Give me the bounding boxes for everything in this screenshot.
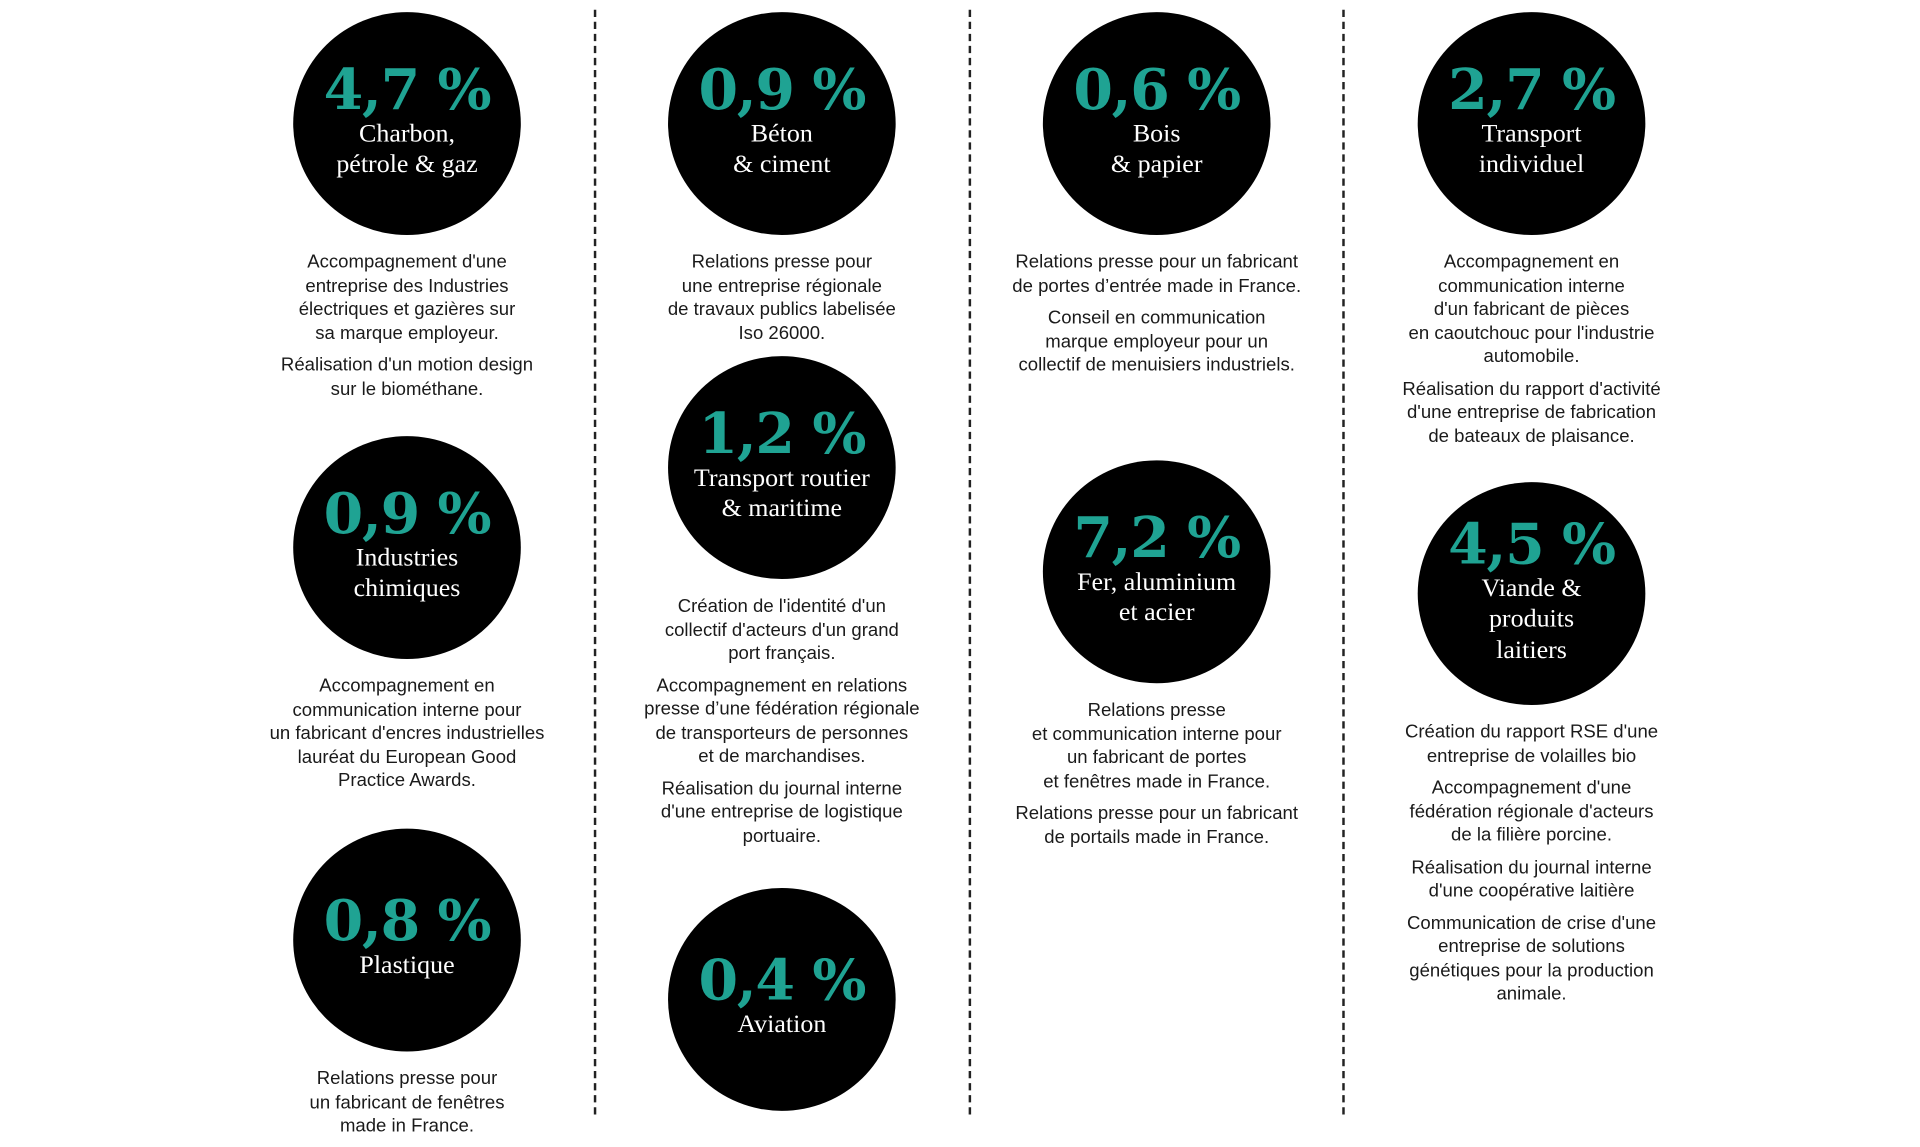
sector-percent: 4,7 % xyxy=(323,56,491,122)
sector-description xyxy=(1334,251,1730,448)
sector-percent: 0,8 % xyxy=(323,888,491,954)
sector-item xyxy=(584,888,980,1111)
description-paragraph: Conseil en communication marque employeur pour un collectif de menuisiers industriels. xyxy=(1018,307,1295,376)
sector-description xyxy=(959,251,1355,378)
sector-percent: 2,7 % xyxy=(1448,56,1615,122)
description-paragraph: Accompagnement en relations presse d’une fédération régionale de transporteurs de personnes et de marchandises. xyxy=(644,675,920,767)
description-paragraph: Réalisation du journal interne d'une entreprise de logistique portuaire. xyxy=(660,778,903,847)
sector-percent: 4,5 % xyxy=(1448,510,1615,577)
sector-badge xyxy=(1043,460,1271,683)
sector-item xyxy=(959,460,1355,857)
sector-item xyxy=(209,12,605,409)
sector-name: Fer, aluminium et acier xyxy=(1077,566,1237,627)
sector-description xyxy=(584,251,980,345)
description-paragraph: Création du rapport RSE d'une entreprise de volailles bio xyxy=(1404,721,1659,767)
sector-description xyxy=(1334,721,1730,1006)
sector-item xyxy=(584,356,980,856)
sector-percent: 7,2 % xyxy=(1073,504,1241,570)
sector-badge xyxy=(1418,482,1646,705)
sector-item xyxy=(959,12,1355,386)
sector-name: Viande & produits laitiers xyxy=(1481,572,1582,664)
sector-name: Béton & ciment xyxy=(733,118,831,179)
sector-item xyxy=(209,436,605,801)
sector-name: Bois & papier xyxy=(1110,118,1203,179)
description-paragraph: Accompagnement en communication interne pour un fabricant d'encres industrielles lauréat du European Good Practice Awards. xyxy=(269,675,545,792)
sector-badge xyxy=(668,888,896,1111)
description-paragraph: Relations presse pour un fabricant de fenêtres made in France. xyxy=(309,1068,505,1137)
sector-item xyxy=(1334,12,1730,457)
description-paragraph: Relations presse pour une entreprise régionale de travaux publics labelisée Iso 26000. xyxy=(667,251,896,344)
sector-name: Charbon, pétrole & gaz xyxy=(336,118,478,179)
description-paragraph: Relations presse pour un fabricant de portes d’entrée made in France. xyxy=(1012,251,1302,297)
sector-percent: 0,9 % xyxy=(698,56,866,122)
sector-badge xyxy=(1418,12,1646,235)
sector-name: Aviation xyxy=(737,1009,827,1039)
sector-percent: 0,6 % xyxy=(1073,56,1241,122)
sector-description xyxy=(209,675,605,793)
description-paragraph: Réalisation du journal interne d'une coopérative laitière xyxy=(1411,857,1652,902)
description-paragraph: Réalisation du rapport d'activité d'une entreprise de fabrication de bateaux de plaisance. xyxy=(1402,378,1661,447)
sector-name: Transport individuel xyxy=(1478,118,1585,179)
sector-badge xyxy=(1043,12,1271,235)
sector-badge xyxy=(293,829,521,1052)
sector-item xyxy=(584,12,980,354)
description-paragraph: Relations presse pour un fabricant de portails made in France. xyxy=(1015,803,1299,848)
sector-description xyxy=(584,595,980,848)
sector-name: Transport routier & maritime xyxy=(693,462,870,523)
sector-description xyxy=(959,699,1355,849)
sector-name: Plastique xyxy=(359,950,455,980)
sector-name: Industries chimiques xyxy=(353,542,461,603)
sector-badge xyxy=(293,12,521,235)
description-paragraph: Création de l'identité d'un collectif d'acteurs d'un grand port français. xyxy=(664,596,899,664)
sector-badge xyxy=(668,356,896,579)
description-paragraph: Réalisation d'un motion design sur le biométhane. xyxy=(280,354,534,400)
sector-percent: 0,4 % xyxy=(698,947,866,1014)
description-paragraph: Communication de crise d'une entreprise de solutions génétiques pour la production animale. xyxy=(1407,912,1657,1005)
sector-item xyxy=(209,829,605,1147)
description-paragraph: Accompagnement en communication interne d'un fabricant de pièces en caoutchouc pour l'industrie automobile. xyxy=(1408,251,1655,368)
sector-badge xyxy=(668,12,896,235)
description-paragraph: Relations presse et communication interne pour un fabricant de portes et fenêtres made in France. xyxy=(1031,700,1282,792)
description-paragraph: Accompagnement d'une fédération régionale d'acteurs de la filière porcine. xyxy=(1409,777,1654,846)
sector-item xyxy=(1334,482,1730,1014)
sector-percent: 0,9 % xyxy=(323,480,491,546)
sector-description xyxy=(209,251,605,401)
description-paragraph: Accompagnement d'une entreprise des Industries électriques et gazières sur sa marque employeur. xyxy=(298,251,516,344)
sector-badge xyxy=(293,436,521,659)
sector-percent: 1,2 % xyxy=(698,400,866,466)
sector-description xyxy=(209,1067,605,1138)
